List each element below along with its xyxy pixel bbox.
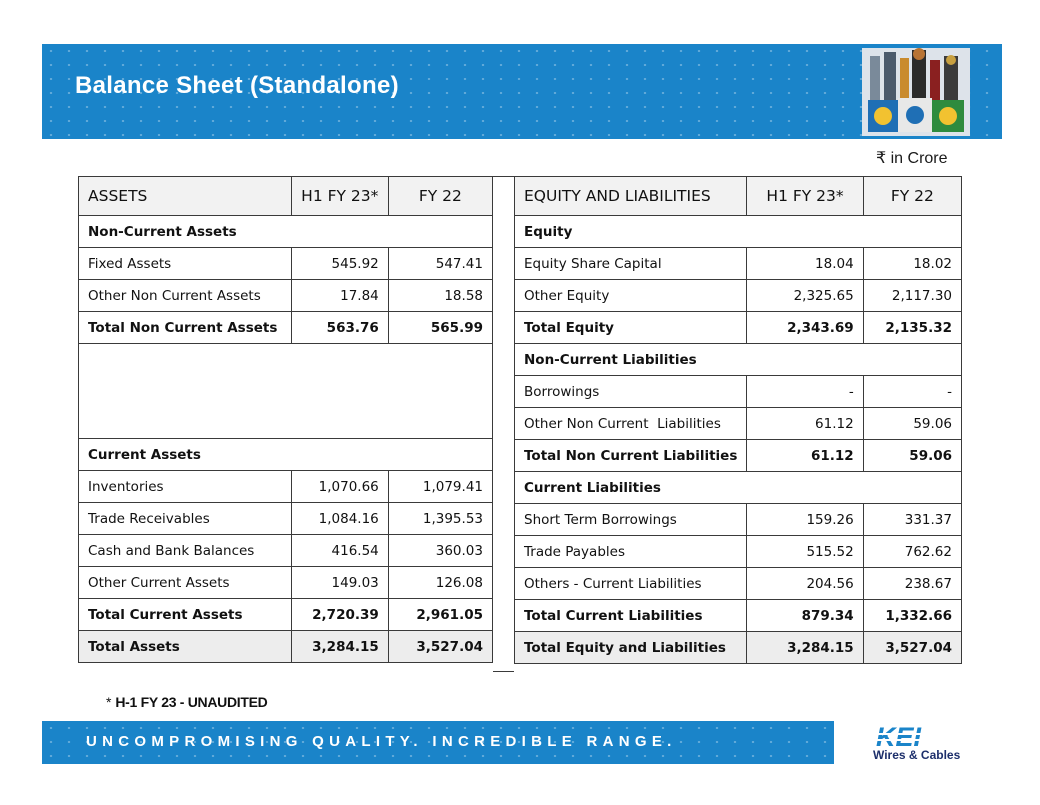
brand-subtitle: Wires & Cables [873, 748, 961, 762]
row-value: 149.03 [291, 567, 388, 599]
section-row [79, 216, 493, 248]
brand-logo-text: KEI [876, 722, 922, 752]
footnote-text: H-1 FY 23 - UNAUDITED [115, 694, 268, 710]
total-row [515, 600, 962, 632]
row-label: Total Non Current Liabilities [515, 440, 747, 472]
assets-table [78, 176, 493, 663]
row-label: Short Term Borrowings [515, 504, 747, 536]
row-label: Total Current Liabilities [515, 600, 747, 632]
row-value: 3,527.04 [863, 632, 961, 664]
table-row [79, 535, 493, 567]
section-label: Non-Current Liabilities [515, 344, 962, 376]
grand-total-row [79, 631, 493, 663]
row-value: - [747, 376, 863, 408]
table-row [515, 248, 962, 280]
row-value: 547.41 [388, 248, 492, 280]
table-row [79, 567, 493, 599]
row-value: 2,325.65 [747, 280, 863, 312]
section-label: Equity [515, 216, 962, 248]
table-row [515, 568, 962, 600]
row-value: 1,332.66 [863, 600, 961, 632]
row-value: 17.84 [291, 280, 388, 312]
row-label: Borrowings [515, 376, 747, 408]
row-label: Equity Share Capital [515, 248, 747, 280]
row-value: 3,527.04 [388, 631, 492, 663]
row-label: Total Equity [515, 312, 747, 344]
row-value: 204.56 [747, 568, 863, 600]
section-row [515, 472, 962, 504]
grand-total-row [515, 632, 962, 664]
blank-cell [79, 344, 493, 439]
row-label: Other Non Current Liabilities [515, 408, 747, 440]
row-value: 1,070.66 [291, 471, 388, 503]
row-label: Other Equity [515, 280, 747, 312]
table-row [515, 376, 962, 408]
row-value: 879.34 [747, 600, 863, 632]
total-row [515, 440, 962, 472]
section-label: Non-Current Assets [79, 216, 493, 248]
row-value: 126.08 [388, 567, 492, 599]
row-label: Total Current Assets [79, 599, 292, 631]
row-value: 238.67 [863, 568, 961, 600]
row-value: 61.12 [747, 408, 863, 440]
row-value: 2,135.32 [863, 312, 961, 344]
row-value: - [863, 376, 961, 408]
total-row [515, 312, 962, 344]
liabilities-header-row [515, 177, 962, 216]
row-label: Total Non Current Assets [79, 312, 292, 344]
row-value: 3,284.15 [747, 632, 863, 664]
assets-header: ASSETS [79, 177, 292, 216]
section-row [515, 216, 962, 248]
col-h1fy23: H1 FY 23* [747, 177, 863, 216]
row-value: 515.52 [747, 536, 863, 568]
row-label: Other Non Current Assets [79, 280, 292, 312]
row-label: Other Current Assets [79, 567, 292, 599]
row-label: Fixed Assets [79, 248, 292, 280]
assets-header-row [79, 177, 493, 216]
row-value: 1,079.41 [388, 471, 492, 503]
row-value: 563.76 [291, 312, 388, 344]
row-label: Cash and Bank Balances [79, 535, 292, 567]
row-value: 59.06 [863, 440, 961, 472]
unit-note: ₹ in Crore [876, 150, 948, 167]
row-label: Inventories [79, 471, 292, 503]
row-value: 545.92 [291, 248, 388, 280]
row-label: Others - Current Liabilities [515, 568, 747, 600]
row-value: 18.58 [388, 280, 492, 312]
row-value: 1,084.16 [291, 503, 388, 535]
blank-row [79, 344, 493, 439]
row-value: 360.03 [388, 535, 492, 567]
section-label: Current Liabilities [515, 472, 962, 504]
page-title: Balance Sheet (Standalone) [75, 72, 399, 99]
row-value: 61.12 [747, 440, 863, 472]
total-row [79, 312, 493, 344]
liabilities-header: EQUITY AND LIABILITIES [515, 177, 747, 216]
table-row [515, 536, 962, 568]
footnote-star: * [106, 694, 112, 710]
total-row [79, 599, 493, 631]
row-value: 3,284.15 [291, 631, 388, 663]
row-value: 18.02 [863, 248, 961, 280]
table-row [79, 248, 493, 280]
row-value: 416.54 [291, 535, 388, 567]
table-row [515, 408, 962, 440]
cable-products-image [862, 48, 970, 136]
row-label: Trade Payables [515, 536, 747, 568]
tagline: UNCOMPROMISING QUALITY. INCREDIBLE RANGE. [86, 733, 677, 750]
row-value: 2,961.05 [388, 599, 492, 631]
table-row [515, 504, 962, 536]
col-h1fy23: H1 FY 23* [291, 177, 388, 216]
column-gap [493, 176, 514, 672]
row-value: 565.99 [388, 312, 492, 344]
table-row [79, 471, 493, 503]
table-row [515, 280, 962, 312]
row-label: Total Assets [79, 631, 292, 663]
row-value: 159.26 [747, 504, 863, 536]
row-value: 2,720.39 [291, 599, 388, 631]
section-row [515, 344, 962, 376]
section-row [79, 439, 493, 471]
row-value: 18.04 [747, 248, 863, 280]
section-label: Current Assets [79, 439, 493, 471]
row-label: Total Equity and Liabilities [515, 632, 747, 664]
row-value: 59.06 [863, 408, 961, 440]
row-value: 1,395.53 [388, 503, 492, 535]
table-row [79, 280, 493, 312]
row-value: 331.37 [863, 504, 961, 536]
row-label: Trade Receivables [79, 503, 292, 535]
row-value: 762.62 [863, 536, 961, 568]
col-fy22: FY 22 [388, 177, 492, 216]
row-value: 2,343.69 [747, 312, 863, 344]
row-value: 2,117.30 [863, 280, 961, 312]
col-fy22: FY 22 [863, 177, 961, 216]
liabilities-table [514, 176, 962, 664]
table-row [79, 503, 493, 535]
footnote [106, 694, 267, 710]
